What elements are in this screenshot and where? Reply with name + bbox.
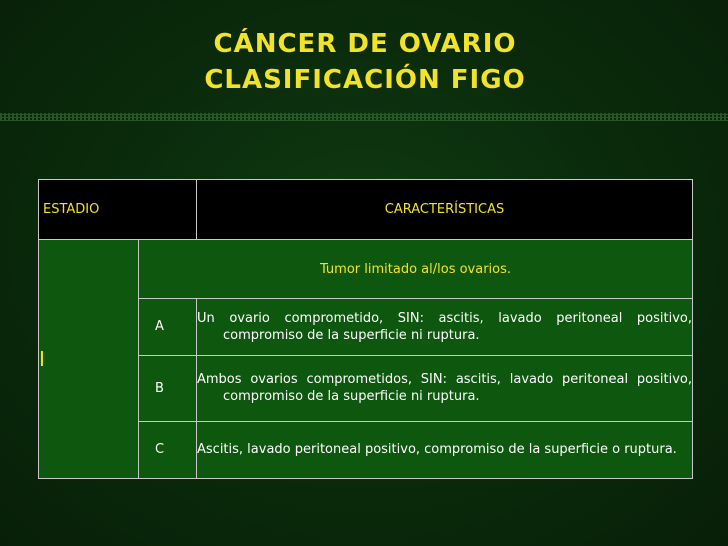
decorative-stripe xyxy=(0,113,728,121)
description-text: Un ovario comprometido, SIN: ascitis, lavado peritoneal positivo, compromiso de la superficie ni ruptura. xyxy=(197,310,692,343)
header-estadio: ESTADIO xyxy=(39,180,197,240)
figo-classification-table xyxy=(38,179,693,479)
description-cell-a xyxy=(197,298,693,355)
header-caracteristicas: CARACTERÍSTICAS xyxy=(197,180,693,240)
substage-label: A xyxy=(155,319,164,335)
description-cell-c xyxy=(197,421,693,478)
table-row-summary xyxy=(39,240,693,298)
stage-cell: I xyxy=(39,240,139,479)
description-cell-b xyxy=(197,356,693,421)
substage-cell-b xyxy=(139,356,197,421)
title-line-2: CLASIFICACIÓN FIGO xyxy=(204,65,526,95)
substage-label: C xyxy=(154,442,165,458)
summary-cell: Tumor limitado al/los ovarios. xyxy=(139,240,693,298)
description-text: Ascitis, lavado peritoneal positivo, compromiso de la superficie o ruptura. xyxy=(197,442,677,458)
substage-cell-a xyxy=(139,298,197,355)
title-line-1: CÁNCER DE OVARIO xyxy=(213,29,517,59)
substage-cell-c xyxy=(139,421,197,478)
slide-title xyxy=(140,26,590,98)
substage-label: B xyxy=(155,380,164,396)
description-text: Ambos ovarios comprometidos, SIN: ascitis, lavado peritoneal positivo, compromiso de la superficie ni ruptura. xyxy=(197,372,692,405)
table-header-row xyxy=(39,180,693,240)
